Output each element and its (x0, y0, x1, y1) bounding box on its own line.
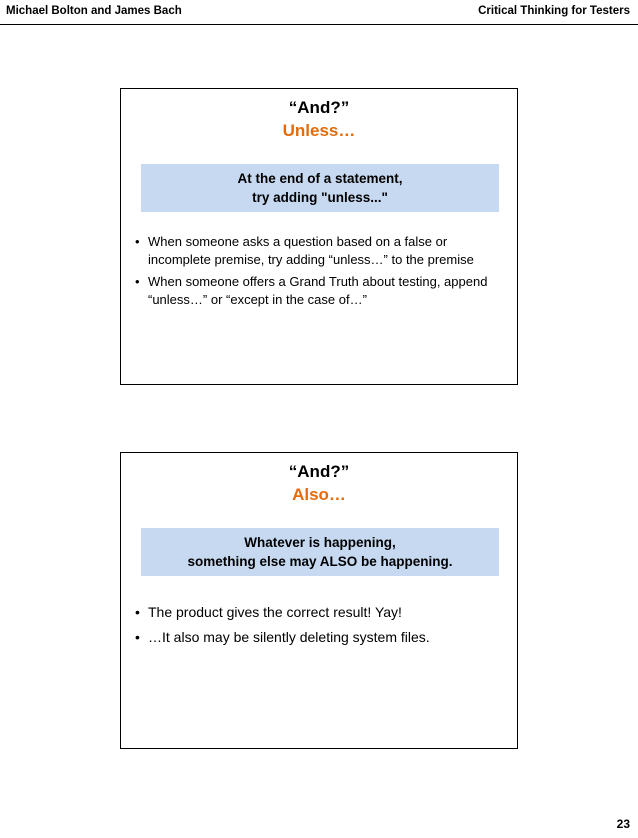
page-number: 23 (616, 817, 630, 831)
callout-box (141, 164, 499, 212)
bullet-item: • When someone asks a question based on a false or incomplete premise, try adding “unless…” to the premise (133, 233, 509, 269)
bullet-item: • …It also may be silently deleting system files. (133, 628, 509, 647)
callout-line: Whatever is happening, (244, 535, 396, 550)
callout-box (141, 528, 499, 576)
header-course-title: Critical Thinking for Testers (478, 5, 630, 17)
bullet-list (133, 603, 509, 653)
header-divider (0, 24, 638, 25)
bullet-item: • When someone offers a Grand Truth about testing, append “unless…” or “except in the case of…” (133, 273, 509, 309)
slide-title: “And?” (288, 98, 350, 117)
callout-line: At the end of a statement, (237, 171, 403, 186)
slide-unless (120, 88, 518, 385)
header-authors: Michael Bolton and James Bach (6, 5, 182, 17)
slide-title: “And?” (288, 462, 350, 481)
callout-line: try adding "unless..." (252, 190, 388, 205)
bullet-list (133, 233, 509, 313)
slide-subtitle: Also… (292, 485, 346, 504)
bullet-item: • The product gives the correct result! Yay! (133, 603, 509, 622)
slide-also (120, 452, 518, 749)
slide-subtitle: Unless… (282, 121, 356, 140)
callout-line: something else may ALSO be happening. (187, 554, 453, 569)
